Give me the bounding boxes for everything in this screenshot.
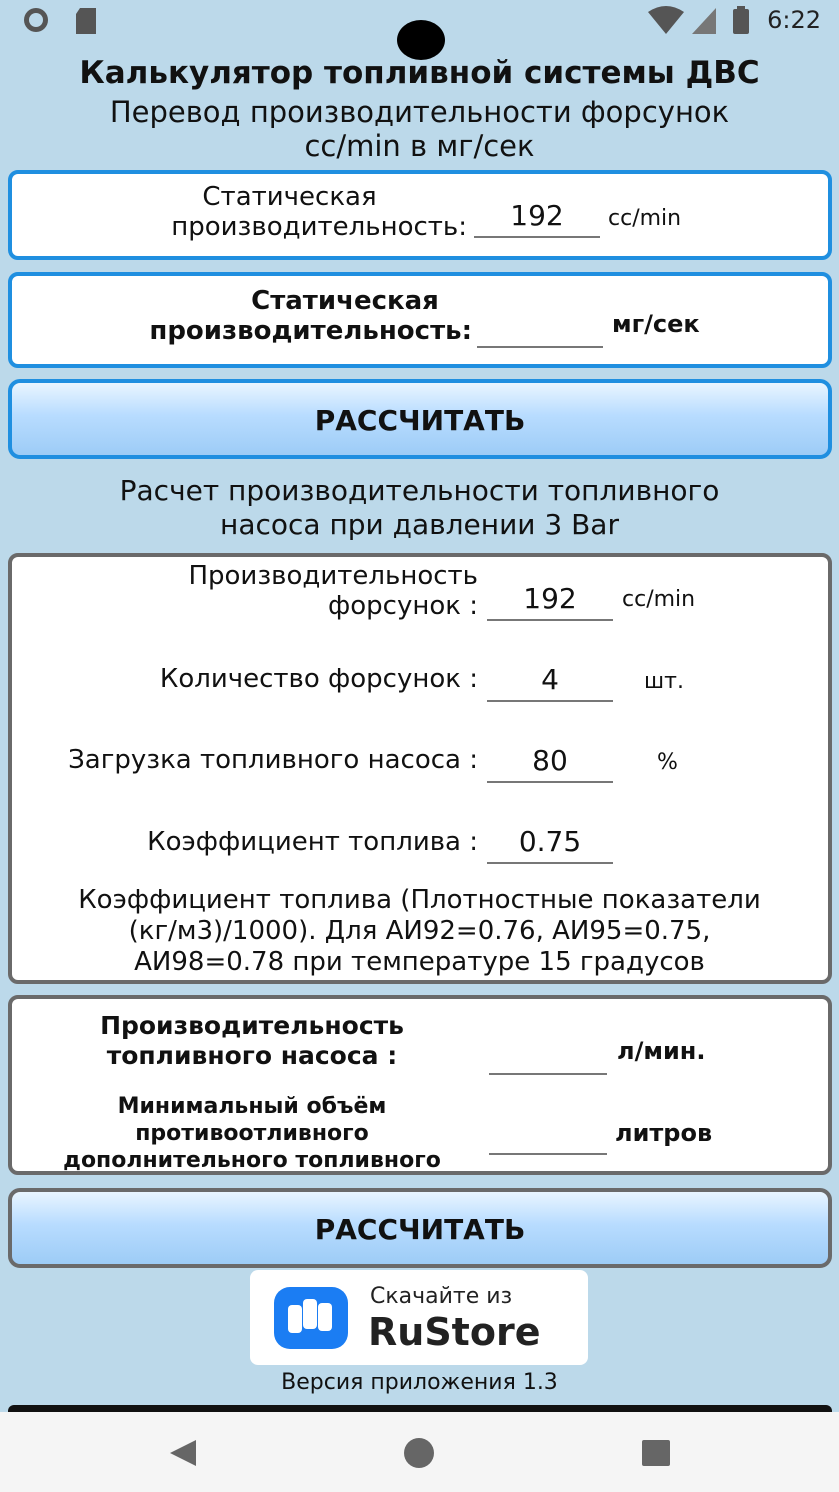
notification-icon [20,6,54,36]
rustore-badge[interactable] [250,1270,588,1365]
fuel-coef-input[interactable]: 0.75 [487,822,613,864]
wifi-icon [646,6,686,36]
pump-load-input[interactable]: 80 [487,741,613,783]
static-perf-input[interactable]: 192 [474,196,600,238]
injector-perf-label-line1: Производительность [188,561,478,591]
back-icon[interactable] [166,1438,200,1468]
result-label-2 [112,316,472,346]
rustore-line2: RuStore [368,1310,541,1354]
result-unit: мг/сек [612,310,700,338]
min-volume-label-line3: дополнительного топливного [63,1148,441,1173]
static-input-card [8,170,832,260]
min-volume-result[interactable] [489,1113,607,1155]
injector-count-label: Количество форсунок : [159,664,478,694]
recents-icon[interactable] [640,1438,672,1468]
injector-count-unit: шт. [644,669,684,694]
navigation-bar [0,1412,839,1492]
fuel-coef-note-line1: Коэффициент топлива (Плотностные показатели [78,885,761,915]
static-label-line1: Статическая [202,182,377,212]
pump-section-title-line2: насоса при давлении 3 Bar [220,508,619,541]
app-title: Калькулятор топливной системы ДВС [79,55,760,91]
battery-icon [730,6,752,36]
signal-icon [690,6,718,36]
fuel-coef-label: Коэффициент топлива : [147,827,478,857]
fuel-coef-note-line3: АИ98=0.78 при температуре 15 градусов [134,947,705,977]
converter-subtitle-line2: cc/min в мг/сек [304,129,535,163]
injector-count-input[interactable]: 4 [487,660,613,702]
pump-perf-label [42,1011,462,1071]
calculate-button-1[interactable]: РАССЧИТАТЬ [8,379,832,459]
pump-load-label: Загрузка топливного насоса : [68,745,478,775]
fuel-coef-note-line2: (кг/м3)/1000). Для АИ92=0.76, АИ95=0.75, [128,916,711,946]
min-volume-label-line1: Минимальный объём [117,1094,387,1119]
min-volume-label [42,1093,462,1174]
static-label-line2: производительность: [171,212,467,242]
pump-perf-label-line1: Производительность [100,1011,404,1040]
static-label-2 [112,212,467,242]
static-unit: cc/min [608,206,682,231]
fuel-coef-note [12,885,827,978]
static-result-card [8,272,832,368]
result-label-line2: производительность: [149,316,472,346]
static-result-field[interactable] [477,306,603,348]
app-version: Версия приложения 1.3 [281,1370,558,1395]
min-volume-label-line2: противоотливного [135,1121,369,1146]
result-label-1 [112,286,472,316]
pump-perf-result[interactable] [489,1033,607,1075]
pump-perf-unit: л/мин. [617,1037,706,1065]
sd-card-icon [74,6,100,36]
pump-load-unit: % [657,750,678,775]
pump-result-card [8,995,832,1175]
injector-perf-label [22,561,478,621]
status-time: 6:22 [767,6,821,34]
pump-perf-label-line2: топливного насоса : [106,1041,398,1070]
calculate-button-2[interactable]: РАССЧИТАТЬ [8,1188,832,1268]
camera-cutout [397,20,445,60]
min-volume-unit: литров [615,1119,713,1147]
result-label-line1: Статическая [251,286,439,316]
static-label [112,182,467,212]
injector-perf-input[interactable]: 192 [487,579,613,621]
pump-section-title [0,474,839,542]
converter-subtitle [0,95,839,163]
rustore-line1: Скачайте из [370,1284,513,1309]
injector-perf-unit: cc/min [622,587,696,612]
injector-perf-label-line2: форсунок : [328,591,478,621]
converter-subtitle-line1: Перевод производительности форсунок [109,95,730,129]
pump-section-title-line1: Расчет производительности топливного [119,474,720,507]
rustore-logo-icon [274,1287,348,1349]
home-icon[interactable] [402,1436,436,1470]
